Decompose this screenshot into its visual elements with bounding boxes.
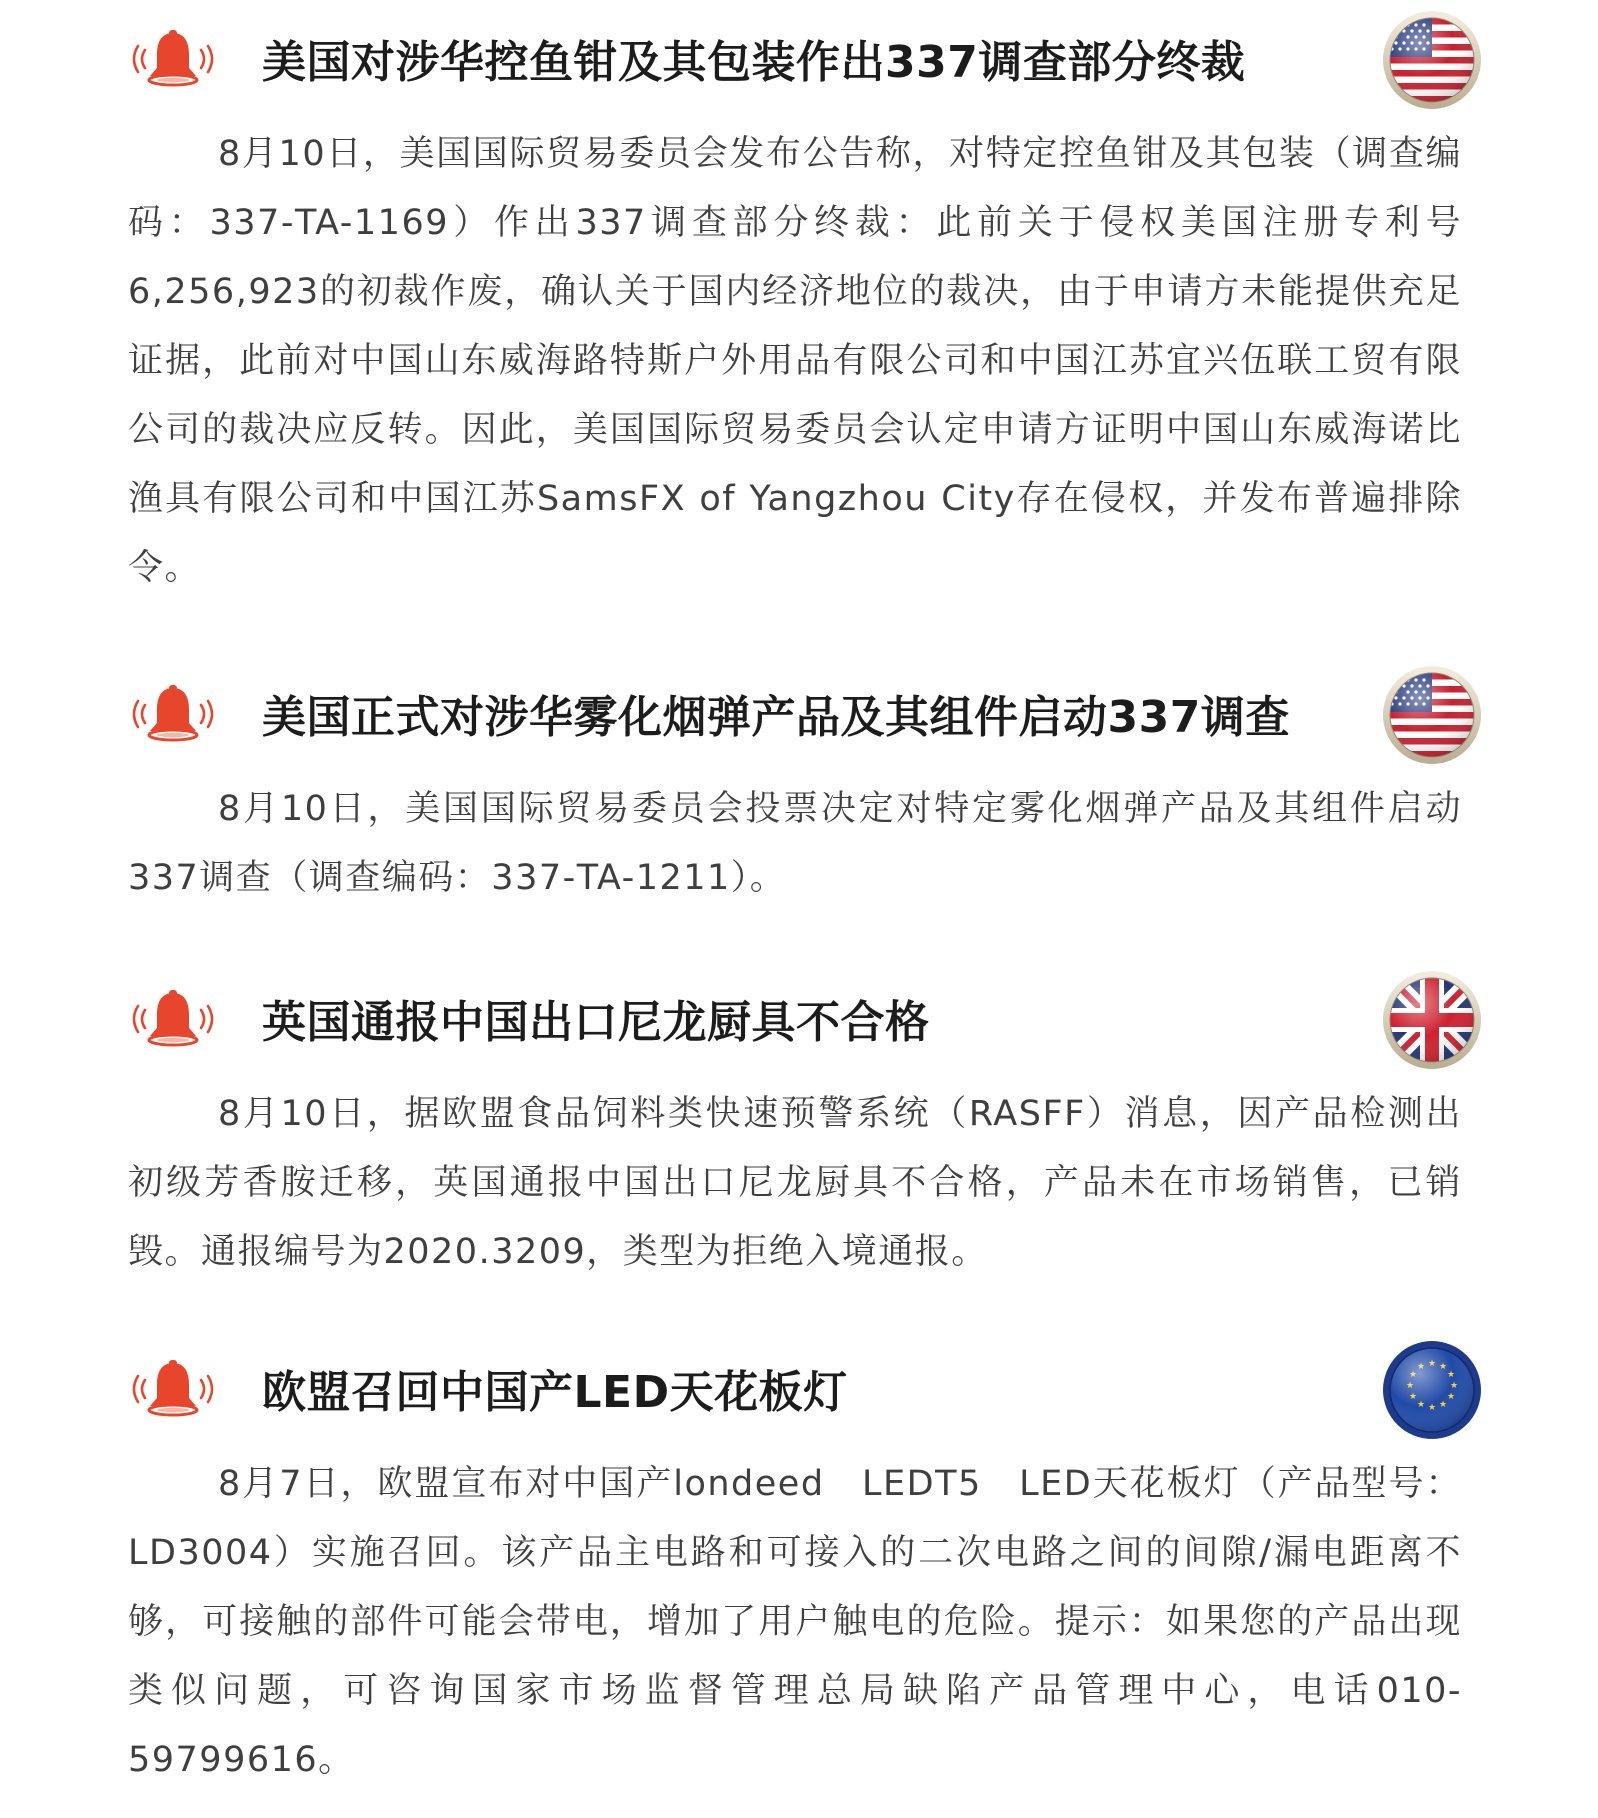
news-title: 欧盟召回中国产LED天花板灯 [262,1367,848,1418]
alarm-bell-icon [124,683,222,745]
news-item [0,665,1598,913]
uk-flag-icon [1382,970,1482,1070]
us-flag-icon [1382,665,1482,765]
news-title: 美国正式对涉华雾化烟弹产品及其组件启动337调查 [262,692,1290,743]
news-item [0,1340,1598,1795]
news-header [0,10,1598,120]
news-body: 8月7日，欧盟宣布对中国产londeed LEDT5 LED天花板灯（产品型号：LD3004）实施召回。该产品主电路和可接入的二次电路之间的间隙/漏电距离不够，可接触的部件可能会带电，增加了用户触电的危险。提示：如果您的产品出现类似问题，可咨询国家市场监督管理总局缺陷产品管理中心，电话010-59799616。 [128,1464,1462,1780]
news-header [0,1340,1598,1450]
news-title: 美国对涉华控鱼钳及其包装作出337调查部分终裁 [262,37,1246,88]
news-header [0,665,1598,775]
news-body: 8月10日，美国国际贸易委员会发布公告称，对特定控鱼钳及其包装（调查编码：337-TA-1169）作出337调查部分终裁：此前关于侵权美国注册专利号6,256,923的初裁作废，确认关于国内经济地位的裁决，由于申请方未能提供充足证据，此前对中国山东威海路特斯户外用品有限公司和中国江苏宜兴伍联工贸有限公司的裁决应反转。因此，美国国际贸易委员会认定申请方证明中国山东威海诺比渔具有限公司和中国江苏SamsFX of Yangzhou City存在侵权，并发布普遍排除令。 [128,134,1462,588]
alarm-bell-icon [124,28,222,90]
alarm-bell-icon [124,1358,222,1420]
us-flag-icon [1382,10,1482,110]
news-item [0,10,1598,603]
eu-flag-icon [1382,1340,1482,1440]
news-title: 英国通报中国出口尼龙厨具不合格 [262,997,930,1048]
news-header [0,970,1598,1080]
news-body: 8月10日，据欧盟食品饲料类快速预警系统（RASFF）消息，因产品检测出初级芳香胺迁移，英国通报中国出口尼龙厨具不合格，产品未在市场销售，已销毁。通报编号为2020.3209，类型为拒绝入境通报。 [128,1094,1462,1272]
alarm-bell-icon [124,988,222,1050]
news-body: 8月10日，美国国际贸易委员会投票决定对特定雾化烟弹产品及其组件启动337调查（调查编码：337-TA-1211）。 [128,789,1462,898]
news-item [0,970,1598,1287]
